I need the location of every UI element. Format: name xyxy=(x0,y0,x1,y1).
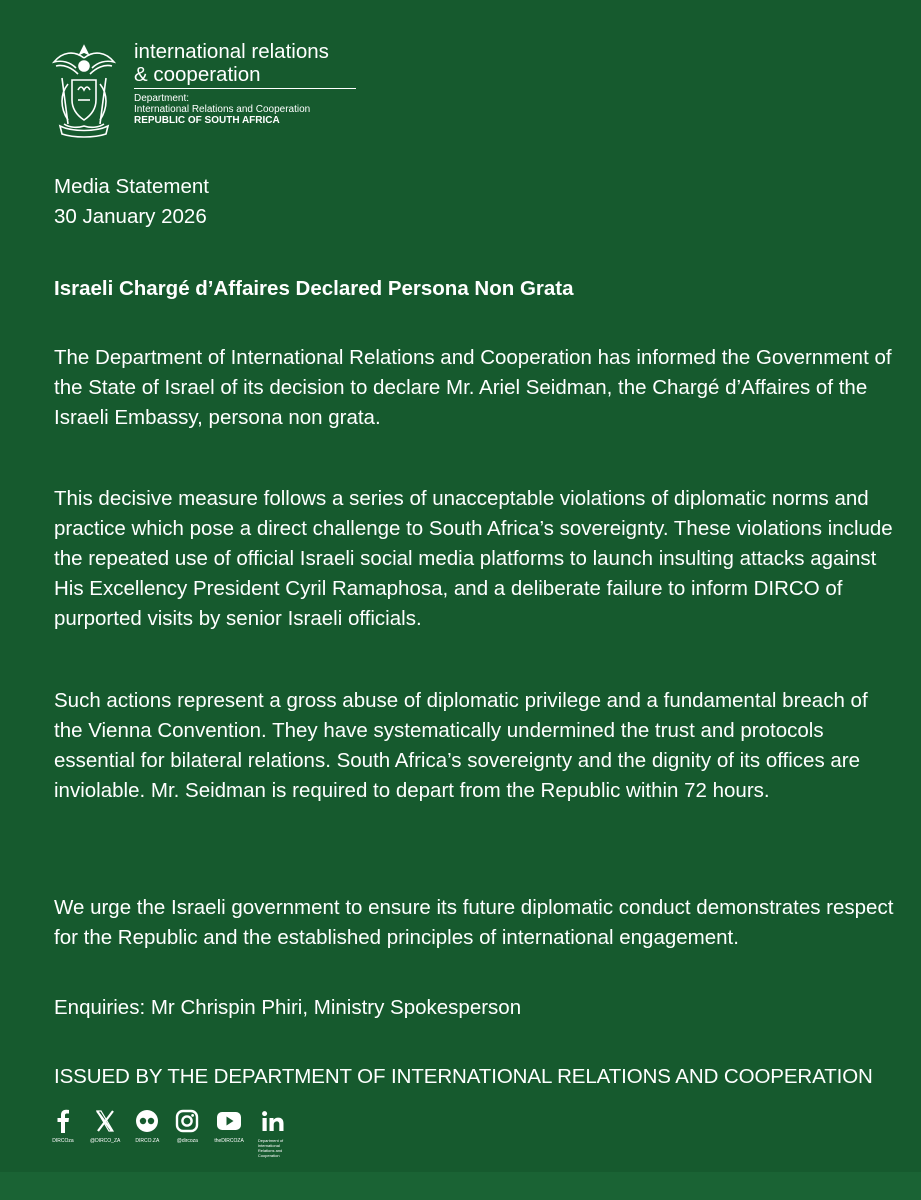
department-label: Department: xyxy=(134,93,190,104)
coat-of-arms-icon xyxy=(44,40,124,140)
youtube-icon[interactable] xyxy=(216,1108,242,1134)
flickr-icon[interactable] xyxy=(134,1108,160,1134)
department-header xyxy=(44,40,358,140)
paragraph-2: This decisive measure follows a series of unacceptable violations of diplomatic norms and practice which pose a direct challenge to South Africa’s sovereignty. These violations include the repeated use of official Israeli social media platforms to launch insulting attacks against His Excellency President Cyril Ramaphosa, and a deliberate failure to inform DIRCO of purported visits by senior Israeli officials. xyxy=(54,487,893,630)
x-icon[interactable] xyxy=(92,1108,118,1134)
instagram-icon[interactable] xyxy=(174,1108,200,1134)
header-divider xyxy=(134,88,356,89)
country-name: REPUBLIC OF SOUTH AFRICA xyxy=(134,115,280,126)
social-linkedin[interactable] xyxy=(258,1108,288,1158)
footer-strip xyxy=(0,1172,921,1200)
social-facebook[interactable] xyxy=(50,1108,76,1144)
statement-type: Media Statement xyxy=(54,175,209,198)
social-flickr[interactable] xyxy=(134,1108,160,1144)
department-full-name: International Relations and Cooperation xyxy=(134,104,311,115)
instagram-handle: @dircoza xyxy=(176,1138,198,1144)
flickr-handle: DIRCO.ZA xyxy=(135,1138,160,1144)
paragraph-1: The Department of International Relations and Cooperation has informed the Government of the State of Israel of its decision to declare Mr. Ariel Seidman, the Chargé d’Affaires of the Israeli Embassy, persona non grata. xyxy=(54,346,892,429)
linkedin-icon[interactable] xyxy=(260,1108,286,1134)
department-name-block xyxy=(134,40,358,126)
social-youtube[interactable] xyxy=(214,1108,243,1144)
x-handle: @DIRCO_ZA xyxy=(90,1138,121,1144)
department-title-line2: & cooperation xyxy=(134,63,261,86)
statement-headline: Israeli Chargé d’Affaires Declared Persona Non Grata xyxy=(54,277,574,300)
youtube-handle: theDIRCOZA xyxy=(214,1138,244,1144)
social-instagram[interactable] xyxy=(174,1108,200,1144)
social-x[interactable] xyxy=(90,1108,120,1144)
paragraph-4: We urge the Israeli government to ensure its future diplomatic conduct demonstrates respect for the Republic and the established principles of international engagement. xyxy=(54,896,894,949)
linkedin-handle: Department of International Relations and Cooperation xyxy=(257,1138,284,1158)
facebook-handle: DIRCOza xyxy=(52,1138,74,1144)
department-title-line1: international relations xyxy=(134,40,329,63)
facebook-icon[interactable] xyxy=(50,1108,76,1134)
statement-date: 30 January 2026 xyxy=(54,205,207,228)
social-media-row xyxy=(50,1108,302,1158)
paragraph-3: Such actions represent a gross abuse of diplomatic privilege and a fundamental breach of the Vienna Convention. They have systematically undermined the trust and protocols essential for bilateral relations. South Africa’s sovereignty and the dignity of its offices are inviolable. Mr. Seidman is required to depart from the Republic within 72 hours. xyxy=(54,689,868,802)
issued-by-line: ISSUED BY THE DEPARTMENT OF INTERNATIONAL RELATIONS AND COOPERATION xyxy=(54,1065,873,1088)
enquiries-line: Enquiries: Mr Chrispin Phiri, Ministry Spokesperson xyxy=(54,996,522,1019)
